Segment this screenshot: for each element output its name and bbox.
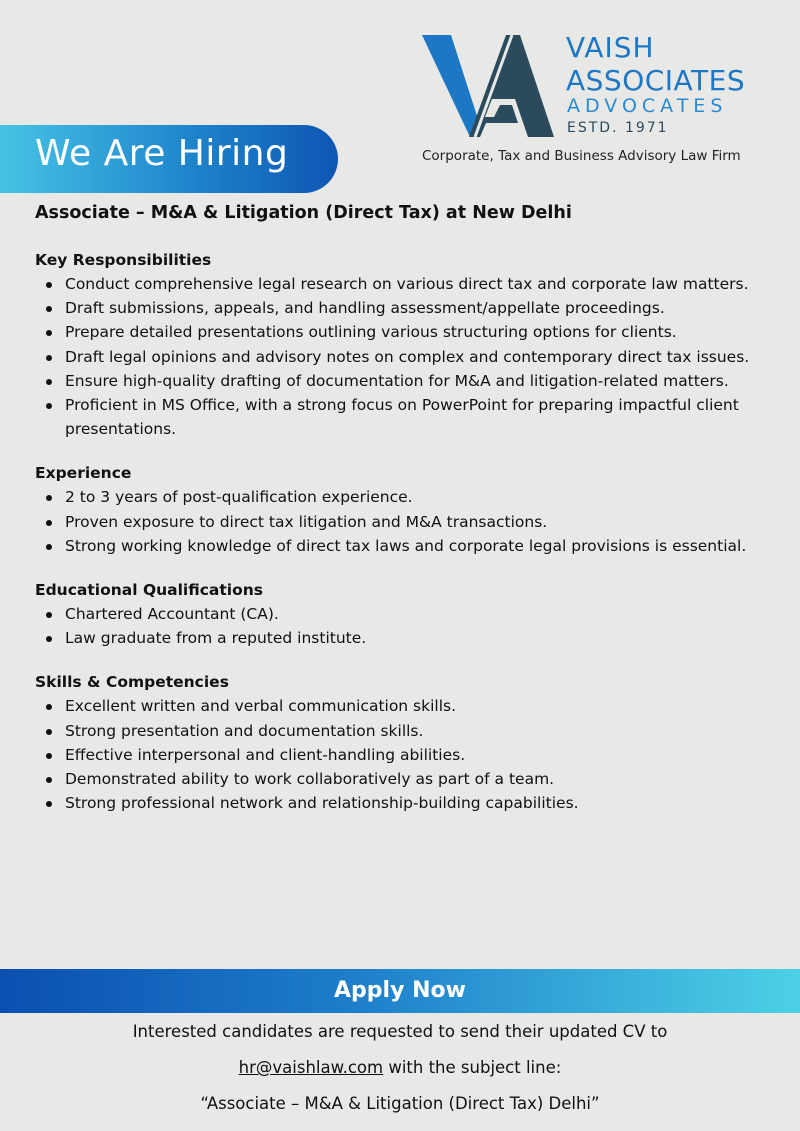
apply-email-line — [0, 1058, 800, 1077]
email-link[interactable]: hr@vaishlaw.com — [238, 1058, 384, 1077]
bullet-list — [35, 485, 775, 558]
list-item: Draft legal opinions and advisory notes on complex and contemporary direct tax issues. — [65, 345, 775, 369]
list-item: 2 to 3 years of post-qualification experience. — [65, 485, 775, 509]
list-item: Conduct comprehensive legal research on various direct tax and corporate law matters. — [65, 272, 775, 296]
firm-tagline: Corporate, Tax and Business Advisory Law Firm — [422, 148, 741, 164]
list-item: Demonstrated ability to work collaboratively as part of a team. — [65, 767, 775, 791]
apply-instructions: Interested candidates are requested to send their updated CV to — [132, 1022, 668, 1041]
bullet-list — [35, 602, 775, 650]
section-qualifications — [35, 578, 775, 650]
list-item: Chartered Accountant (CA). — [65, 602, 775, 626]
brand-name-line2: ASSOCIATES — [566, 64, 746, 97]
brand-name-line1: VAISH — [566, 31, 655, 64]
list-item: Law graduate from a reputed institute. — [65, 626, 775, 650]
section-experience — [35, 461, 775, 558]
va-logo — [422, 33, 562, 139]
brand-established: ESTD. 1971 — [567, 120, 669, 136]
list-item: Ensure high-quality drafting of documentation for M&A and litigation-related matters. — [65, 369, 775, 393]
section-heading: Educational Qualifications — [35, 581, 264, 600]
bullet-list — [35, 272, 775, 441]
list-item: Draft submissions, appeals, and handling assessment/appellate proceedings. — [65, 296, 775, 320]
section-responsibilities — [35, 248, 775, 441]
job-title: Associate – M&A & Litigation (Direct Tax) at New Delhi — [35, 203, 572, 223]
subject-line-intro: with the subject line: — [383, 1058, 562, 1077]
job-details — [35, 248, 775, 835]
list-item: Strong working knowledge of direct tax laws and corporate legal provisions is essential. — [65, 534, 775, 558]
brand-advocates: ADVOCATES — [567, 95, 728, 117]
section-skills — [35, 670, 775, 815]
list-item: Excellent written and verbal communication skills. — [65, 694, 775, 718]
list-item: Proficient in MS Office, with a strong focus on PowerPoint for preparing impactful client presentations. — [65, 393, 775, 441]
list-item: Strong presentation and documentation skills. — [65, 719, 775, 743]
list-item: Strong professional network and relationship-building capabilities. — [65, 791, 775, 815]
section-heading: Experience — [35, 464, 132, 483]
logo-v-mark — [422, 35, 478, 137]
hiring-banner-text: We Are Hiring — [35, 133, 289, 174]
section-heading: Key Responsibilities — [35, 251, 212, 269]
list-item: Effective interpersonal and client-handling abilities. — [65, 743, 775, 767]
section-heading: Skills & Competencies — [35, 673, 229, 692]
subject-line: “Associate – M&A & Litigation (Direct Tax) Delhi” — [200, 1094, 600, 1113]
bullet-list — [35, 694, 775, 815]
apply-now-heading: Apply Now — [334, 978, 466, 1003]
list-item: Prepare detailed presentations outlining various structuring options for clients. — [65, 320, 775, 344]
list-item: Proven exposure to direct tax litigation and M&A transactions. — [65, 510, 775, 534]
